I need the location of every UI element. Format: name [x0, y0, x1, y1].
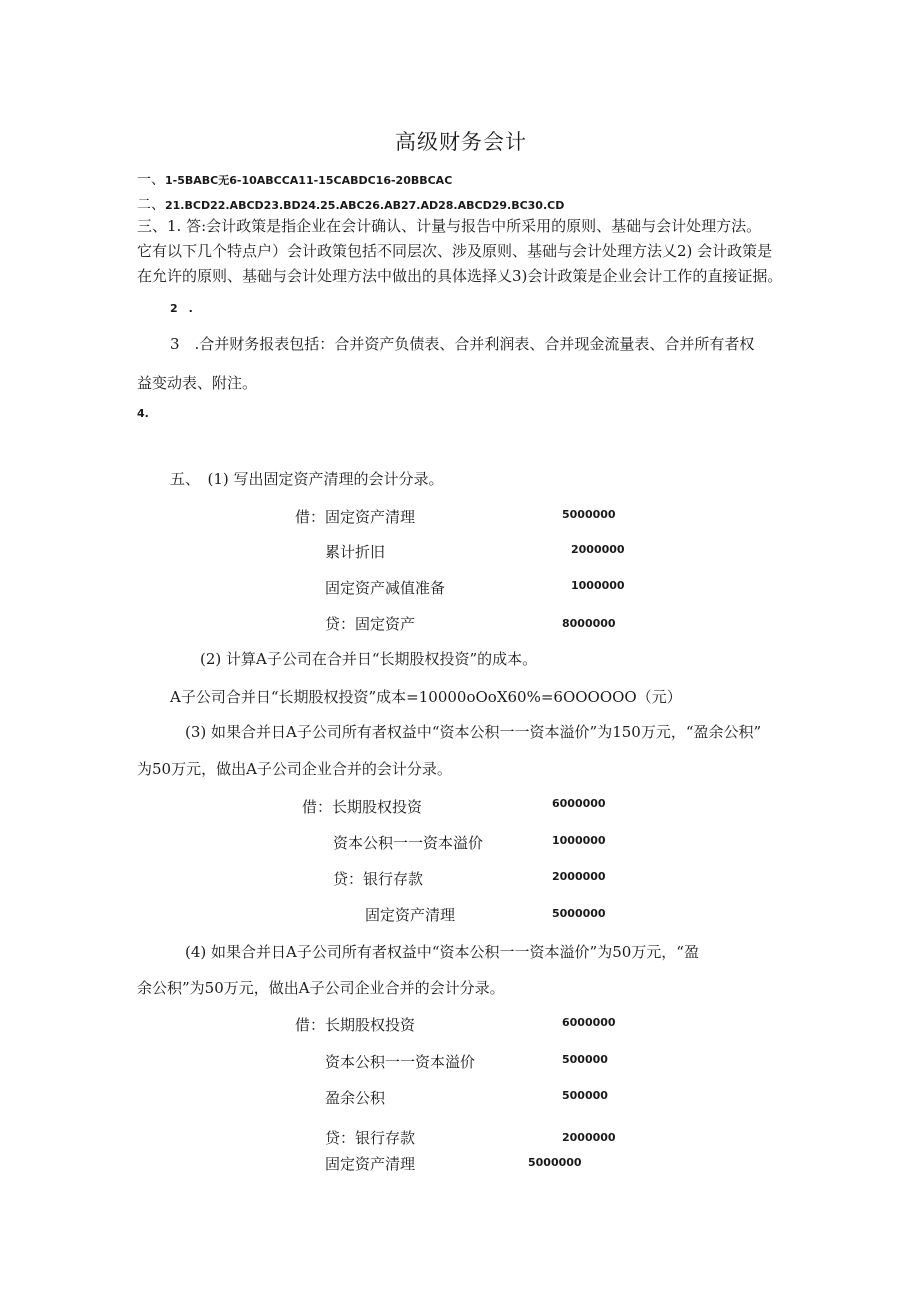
section-three-line-3: 在允许的原则、基础与会计处理方法中做出的具体选择乂3)会计政策是企业会计工作的直接证据。 — [137, 267, 783, 285]
entry4-amount-2: 500000 — [562, 1053, 608, 1066]
entry3-label-3: 贷：银行存款 — [333, 870, 424, 888]
section-three-line-1: 三、1. 答:会计政策是指企业在会计确认、计量与报告中所采用的原则、基础与会计处理方法。 — [137, 217, 762, 235]
section-three-item-3-line-2: 益变动表、附注。 — [137, 374, 258, 392]
question-4-line-1: (4) 如果合并日A子公司所有者权益中“资本公积一一资本溢价”为50万元，“盈 — [185, 943, 699, 961]
question-2-answer: A子公司合并日“长期股权投资”成本=10000oOoX60%=6OOOOOO（元） — [170, 688, 682, 706]
entry1-label-3: 固定资产减值准备 — [325, 579, 446, 597]
entry1-amount-3: 1000000 — [571, 579, 625, 592]
section-three-item-3-line-1: 3 .合并财务报表包括：合并资产负债表、合并利润表、合并现金流量表、合并所有者权 — [170, 335, 755, 353]
section-one-line — [137, 169, 452, 189]
page-title: 高级财务会计 — [395, 130, 527, 154]
entry1-amount-1: 5000000 — [562, 508, 616, 521]
entry3-amount-4: 5000000 — [552, 907, 606, 920]
section-one-prefix: 一、 — [137, 172, 165, 188]
entry3-amount-2: 1000000 — [552, 834, 606, 847]
entry4-label-1: 借：长期股权投资 — [295, 1016, 416, 1034]
section-three-item-4: 4. — [137, 407, 149, 420]
question-4-line-2: 余公积”为50万元，做出A子公司企业合并的会计分录。 — [137, 979, 505, 997]
question-3-line-1: (3) 如果合并日A子公司所有者权益中“资本公积一一资本溢价”为150万元，“盈余公积” — [185, 723, 762, 741]
entry1-label-4: 贷：固定资产 — [325, 615, 416, 633]
section-one-answers: 1-5BABC无6-10ABCCA11-15CABDC16-20BBCAC — [165, 174, 453, 187]
entry3-amount-3: 2000000 — [552, 870, 606, 883]
question-2: (2) 计算A子公司在合并日“长期股权投资”的成本。 — [200, 650, 538, 668]
entry4-amount-4: 2000000 — [562, 1131, 616, 1144]
entry1-label-2: 累计折旧 — [325, 543, 386, 561]
entry1-label-1: 借：固定资产清理 — [295, 508, 416, 526]
question-3-line-2: 为50万元，做出A子公司企业合并的会计分录。 — [137, 760, 452, 778]
entry1-amount-2: 2000000 — [571, 543, 625, 556]
entry1-amount-4: 8000000 — [562, 617, 616, 630]
entry4-amount-1: 6000000 — [562, 1016, 616, 1029]
entry3-label-4: 固定资产清理 — [365, 906, 456, 924]
section-three-line-2: 它有以下几个特点户）会计政策包括不同层次、涉及原则、基础与会计处理方法乂2) 会计政策是 — [137, 242, 773, 260]
entry4-label-4: 贷：银行存款 — [325, 1129, 416, 1147]
section-five-heading: 五、 (1) 写出固定资产清理的会计分录。 — [170, 470, 444, 488]
entry3-label-2: 资本公积一一资本溢价 — [333, 834, 484, 852]
section-two-line — [137, 194, 564, 214]
section-two-answers: 21.BCD22.ABCD23.BD24.25.ABC26.AB27.AD28.ABCD29.BC30.CD — [165, 199, 565, 212]
entry3-label-1: 借：长期股权投资 — [302, 798, 423, 816]
section-two-prefix: 二、 — [137, 197, 165, 213]
entry4-label-5: 固定资产清理 — [325, 1155, 416, 1173]
entry3-amount-1: 6000000 — [552, 797, 606, 810]
entry4-label-3: 盈余公积 — [325, 1089, 386, 1107]
entry4-label-2: 资本公积一一资本溢价 — [325, 1053, 476, 1071]
section-three-item-2: 2 . — [170, 302, 193, 315]
entry4-amount-5: 5000000 — [528, 1156, 582, 1169]
entry4-amount-3: 500000 — [562, 1089, 608, 1102]
